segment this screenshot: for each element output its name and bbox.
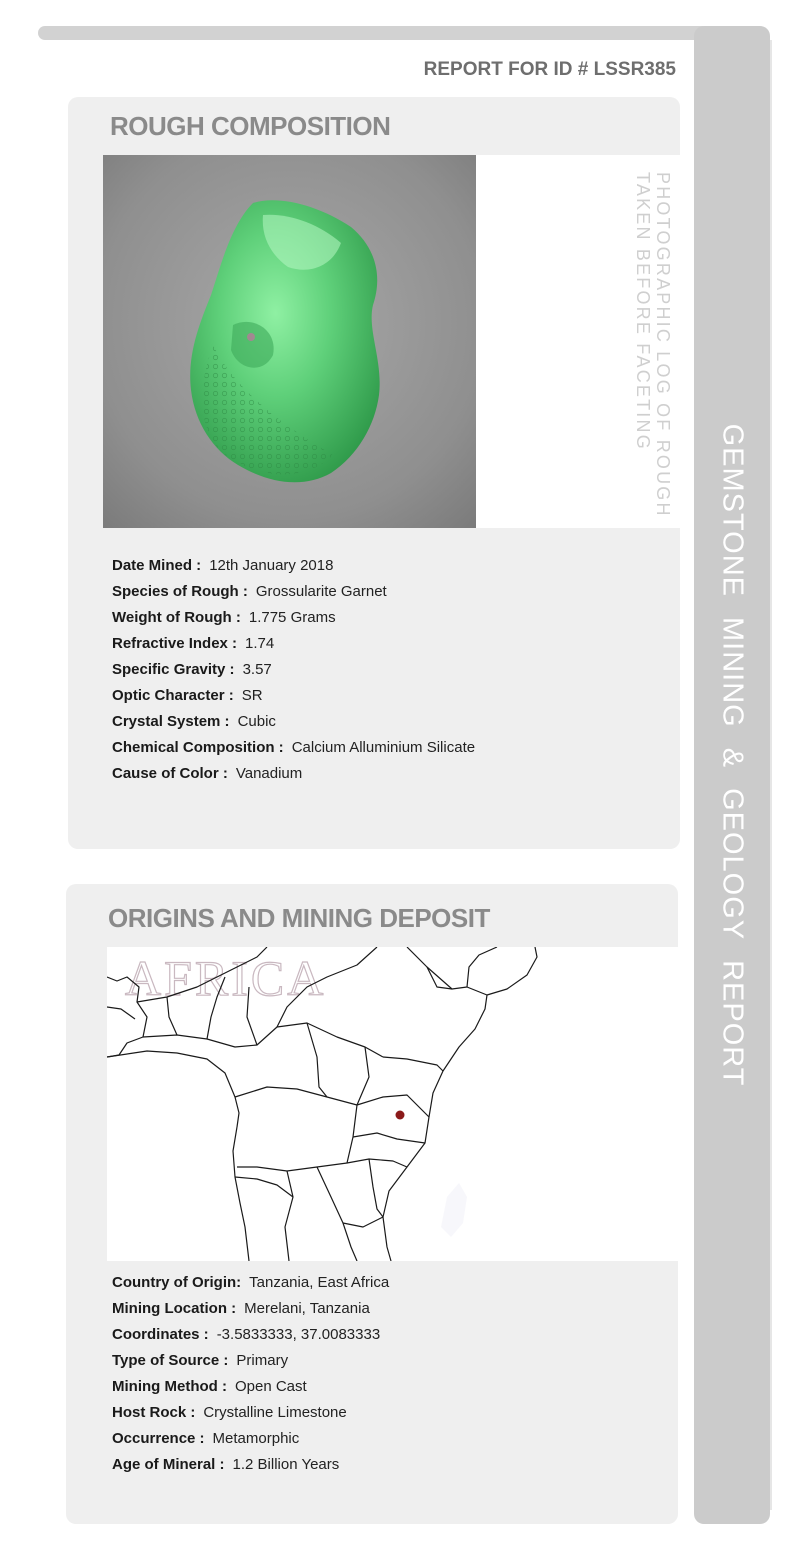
- side-title-word: &: [716, 747, 749, 769]
- detail-value: Grossularite Garnet: [255, 583, 387, 600]
- rough-details-list: [112, 553, 475, 787]
- detail-value: 1.775 Grams: [248, 609, 336, 626]
- detail-label: Coordinates :: [112, 1326, 209, 1343]
- detail-value: 1.2 Billion Years: [232, 1456, 340, 1473]
- side-title-word: MINING: [716, 617, 749, 728]
- photo-caption-line: PHOTOGRAPHIC LOG OF ROUGH: [653, 172, 673, 518]
- detail-value: Vanadium: [235, 765, 303, 782]
- detail-row: [112, 579, 475, 605]
- detail-label: Species of Rough :: [112, 583, 248, 600]
- detail-value: SR: [241, 687, 263, 704]
- side-banner-shadow: [770, 40, 772, 1510]
- island-shape: [441, 1183, 467, 1237]
- origins-details-list: [112, 1270, 389, 1478]
- detail-row: [112, 1452, 389, 1478]
- detail-value: -3.5833333, 37.0083333: [216, 1326, 381, 1343]
- detail-label: Type of Source :: [112, 1352, 229, 1369]
- detail-value: Calcium Alluminium Silicate: [291, 739, 476, 756]
- detail-row: [112, 735, 475, 761]
- detail-row: [112, 1400, 389, 1426]
- detail-label: Weight of Rough :: [112, 609, 241, 626]
- detail-value: Open Cast: [234, 1378, 307, 1395]
- top-bar: [38, 26, 738, 40]
- detail-label: Crystal System :: [112, 713, 230, 730]
- detail-label: Mining Location :: [112, 1300, 237, 1317]
- detail-row: [112, 761, 475, 787]
- detail-row: [112, 605, 475, 631]
- detail-label: Specific Gravity :: [112, 661, 235, 678]
- detail-label: Cause of Color :: [112, 765, 228, 782]
- detail-row: [112, 1270, 389, 1296]
- detail-value: Primary: [236, 1352, 289, 1369]
- detail-label: Occurrence :: [112, 1430, 205, 1447]
- detail-row: [112, 1374, 389, 1400]
- side-title-word: REPORT: [716, 960, 749, 1087]
- detail-label: Refractive Index :: [112, 635, 238, 652]
- detail-label: Optic Character :: [112, 687, 234, 704]
- rough-composition-title: ROUGH COMPOSITION: [110, 111, 391, 141]
- detail-value: Crystalline Limestone: [203, 1404, 347, 1421]
- detail-value: 12th January 2018: [209, 557, 334, 574]
- detail-value: Metamorphic: [212, 1430, 300, 1447]
- detail-label: Mining Method :: [112, 1378, 227, 1395]
- side-title-word: GEMSTONE: [716, 423, 749, 597]
- side-banner-title: [716, 414, 749, 1097]
- location-dot-icon: [396, 1111, 405, 1120]
- rough-photo-area: [103, 155, 680, 528]
- detail-label: Country of Origin:: [112, 1274, 242, 1291]
- report-id: REPORT FOR ID # LSSR385: [423, 59, 676, 80]
- origins-title: ORIGINS AND MINING DEPOSIT: [108, 903, 490, 933]
- detail-row: [112, 1322, 389, 1348]
- detail-row: [112, 1296, 389, 1322]
- photo-caption: [632, 172, 680, 518]
- map-label: AFRICA: [125, 950, 327, 1006]
- detail-row: [112, 631, 475, 657]
- detail-row: [112, 1348, 389, 1374]
- africa-map-area: [107, 947, 678, 1261]
- detail-label: Chemical Composition :: [112, 739, 284, 756]
- detail-label: Host Rock :: [112, 1404, 196, 1421]
- detail-row: [112, 553, 475, 579]
- detail-row: [112, 657, 475, 683]
- detail-label: Age of Mineral :: [112, 1456, 225, 1473]
- rough-gem-photo: [103, 155, 476, 528]
- africa-map: [107, 947, 678, 1261]
- detail-value: 3.57: [242, 661, 272, 678]
- photo-caption-line: TAKEN BEFORE FACETING: [633, 172, 653, 451]
- detail-label: Date Mined :: [112, 557, 202, 574]
- detail-value: Merelani, Tanzania: [244, 1300, 370, 1317]
- detail-value: Cubic: [237, 713, 276, 730]
- side-title-word: GEOLOGY: [716, 788, 749, 941]
- detail-value: Tanzania, East Africa: [249, 1274, 390, 1291]
- detail-row: [112, 1426, 389, 1452]
- detail-row: [112, 709, 475, 735]
- detail-row: [112, 683, 475, 709]
- detail-value: 1.74: [245, 635, 275, 652]
